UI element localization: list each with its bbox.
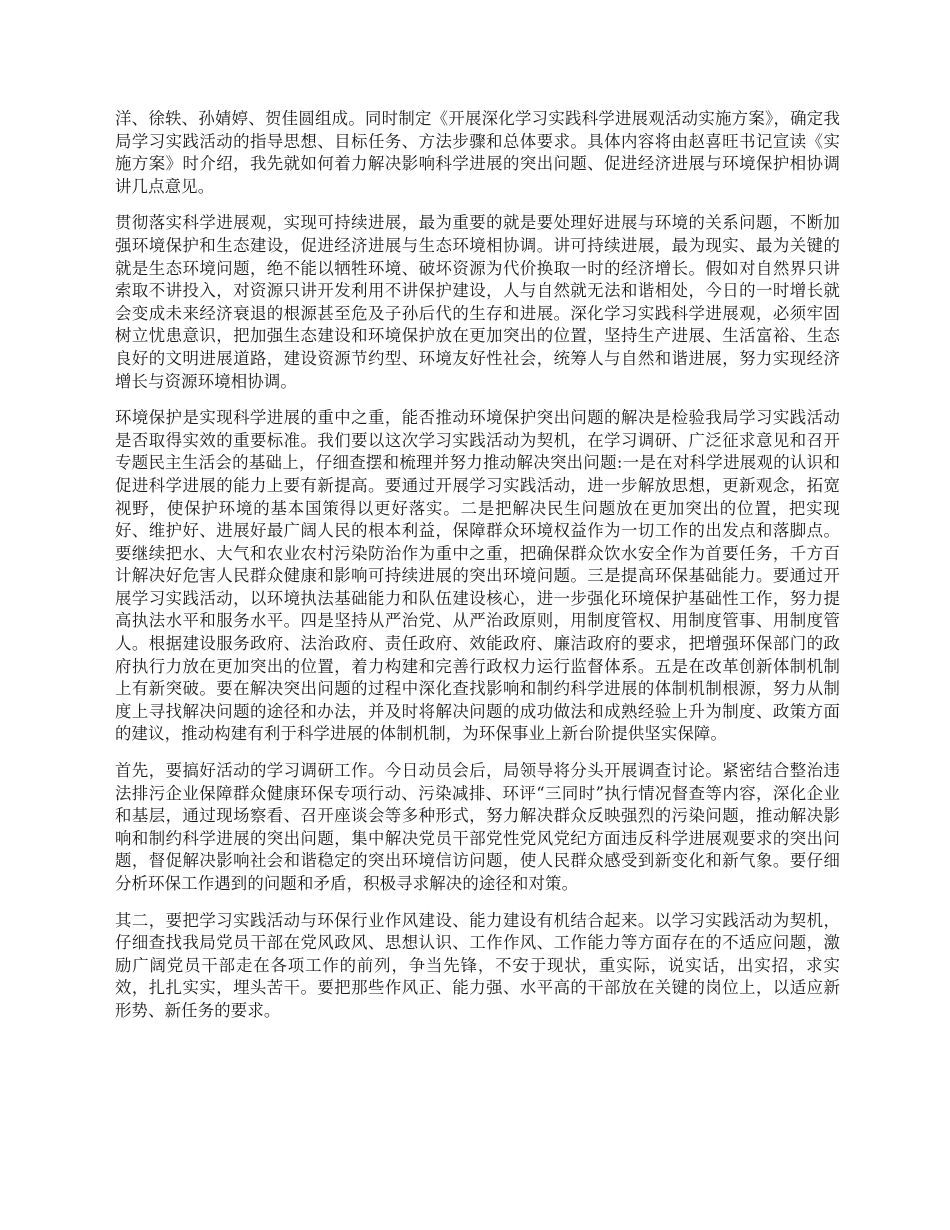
paragraph-1: 洋、徐轶、孙婧婷、贺佳圆组成。同时制定《开展深化学习实践科学进展观活动实施方案》，确定我局学习实践活动的指导思想、目标任务、方法步骤和总体要求。具体内容将由赵喜旺书记宣读《实施方案》时介绍，我先就如何着力解决影响科学进展的突出问题、促进经济进展与环境保护相协调讲几点意见。 (115, 109, 840, 196)
paragraph-3: 环境保护是实现科学进展的重中之重，能否推动环境保护突出问题的解决是检验我局学习实践活动是否取得实效的重要标准。我们要以这次学习实践活动为契机，在学习调研、广泛征求意见和召开专题民主生活会的基础上，仔细查摆和梳理并努力推动解决突出问题:一是在对科学进展观的认识和促进科学进展的能力上要有新提高。要通过开展学习实践活动，进一步解放思想，更新观念，拓宽视野，使保护环境的基本国策得以更好落实。二是把解决民生问题放在更加突出的位置，把实现好、维护好、进展好最广阔人民的根本利益，保障群众环境权益作为一切工作的出发点和落脚点。要继续把水、大气和农业农村污染防治作为重中之重，把确保群众饮水安全作为首要任务，千方百计解决好危害人民群众健康和影响可持续进展的突出环境问题。三是提高环保基础能力。要通过开展学习实践活动，以环境执法基础能力和队伍建设核心，进一步强化环境保护基础性工作，努力提高执法水平和服务水平。四是坚持从严治党、从严治政原则，用制度管权、用制度管事、用制度管人。根据建设服务政府、法治政府、责任政府、效能政府、廉洁政府的要求，把增强环保部门的政府执行力放在更加突出的位置，着力构建和完善行政权力运行监督体系。五是在改革创新体制机制上有新突破。要在解决突出问题的过程中深化查找影响和制约科学进展的体制机制根源，努力从制度上寻找解决问题的途径和办法，并及时将解决问题的成功做法和成熟经验上升为制度、政策方面的建议，推动构建有利于科学进展的体制机制，为环保事业上新台阶提供坚实保障。 (115, 408, 840, 744)
paragraph-4: 首先，要搞好活动的学习调研工作。今日动员会后，局领导将分头开展调查讨论。紧密结合整治违法排污企业保障群众健康环保专项行动、污染减排、环评“三同时”执行情况督查等内容，深化企业和基层，通过现场察看、召开座谈会等多种形式，努力解决群众反映强烈的污染问题，推动解决影响和制约科学进展的突出问题，集中解决党员干部党性党风党纪方面违反科学进展观要求的突出问题，督促解决影响社会和谐稳定的突出环境信访问题，使人民群众感受到新变化和新气象。要仔细分析环保工作遇到的问题和矛盾，积极寻求解决的途径和对策。 (115, 761, 840, 893)
document-body (115, 108, 840, 1037)
paragraph-2: 贯彻落实科学进展观，实现可持续进展，最为重要的就是要处理好进展与环境的关系问题，不断加强环境保护和生态建设，促进经济进展与生态环境相协调。讲可持续进展，最为现实、最为关键的就是生态环境问题，绝不能以牺牲环境、破坏资源为代价换取一时的经济增长。假如对自然界只讲索取不讲投入，对资源只讲开发利用不讲保护建设，人与自然就无法和谐相处，今日的一时增长就会变成未来经济衰退的根源甚至危及子孙后代的生存和进展。深化学习实践科学进展观，必须牢固树立忧患意识，把加强生态建设和环境保护放在更加突出的位置，坚持生产进展、生活富裕、生态良好的文明进展道路，建设资源节约型、环境友好性社会，统筹人与自然和谐进展，努力实现经济增长与资源环境相协调。 (115, 213, 840, 391)
paragraph-5: 其二，要把学习实践活动与环保行业作风建设、能力建设有机结合起来。以学习实践活动为契机，仔细查找我局党员干部在党风政风、思想认识、工作作风、工作能力等方面存在的不适应问题，激励广阔党员干部走在各项工作的前列，争当先锋，不安于现状，重实际，说实话，出实招，求实效，扎扎实实，埋头苦干。要把那些作风正、能力强、水平高的干部放在关键的岗位上，以适应新形势、新任务的要求。 (115, 910, 840, 1020)
